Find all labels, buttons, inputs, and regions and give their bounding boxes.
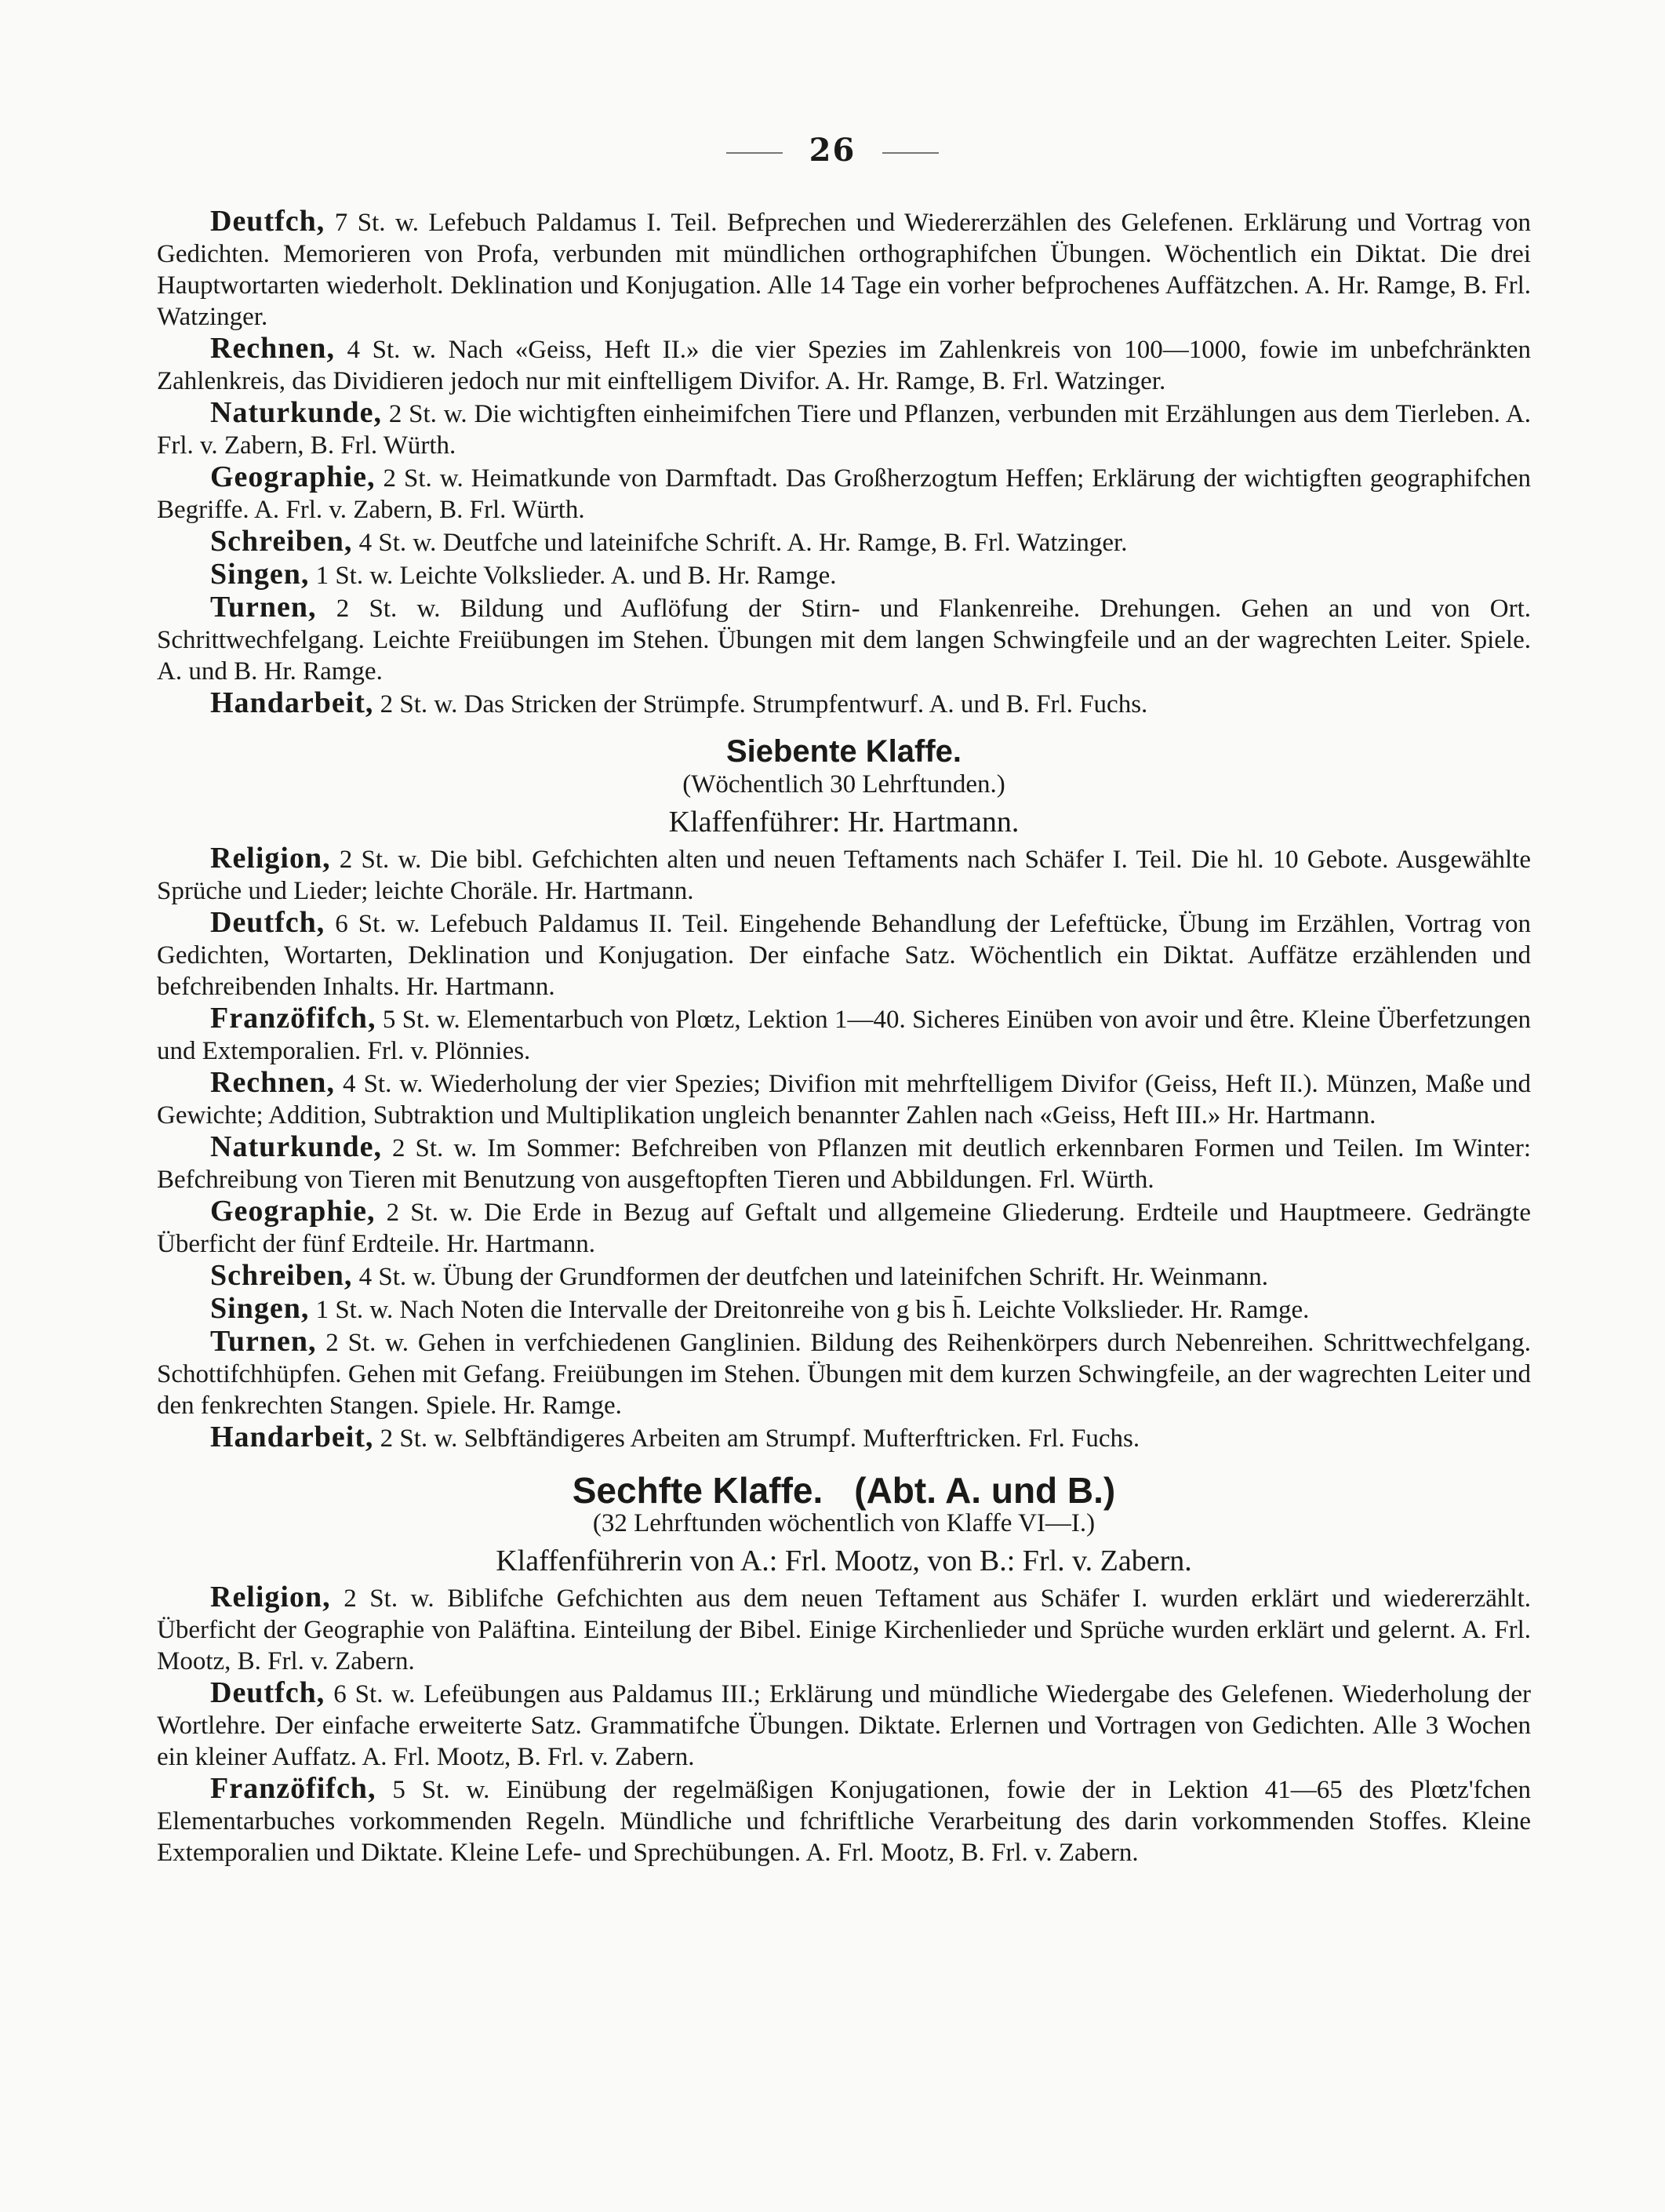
entry-deutsch: Deutfch, 7 St. w. Lefebuch Paldamus I. Teil. Befprechen und Wiedererzählen des Gelefenen. Erklärung und Vortrag von Gedichten. Memorieren von Profa, verbunden mit mündlichen orthographifchen Übungen. Wöchentlich ein Diktat. Die drei Hauptwortarten wiederholt. Deklination und Konjugation. Alle 14 Tage ein vorher befprochenes Auffätzchen. A. Hr. Ramge, B. Frl. Watzinger.: [157, 205, 1531, 331]
entry-religion: Religion, 2 St. w. Die bibl. Gefchichten alten und neuen Teftaments nach Schäfer I. Teil. Die hl. 10 Gebote. Ausgewählte Sprüche und Lieder; leichte Choräle. Hr. Hartmann.: [157, 842, 1531, 905]
entry-schreiben: Schreiben, 4 St. w. Deutfche und lateinifche Schrift. A. Hr. Ramge, B. Frl. Watzinger.: [210, 525, 1128, 558]
entry-geographie: Geographie, 2 St. w. Heimatkunde von Darmftadt. Das Großherzogtum Heffen; Erklärung der wichtigften geographifchen Begriffe. A. Frl. v. Zabern, B. Frl. Würth.: [157, 460, 1531, 524]
section-heading: Sechfte Klaffe. (Abt. A. und B.): [572, 1470, 1116, 1511]
entry-naturkunde: Naturkunde, 2 St. w. Die wichtigften einheimifchen Tiere und Pflanzen, verbunden mit Erzählungen aus dem Tierleben. A. Frl. v. Zabern, B. Frl. Würth.: [157, 396, 1531, 460]
section-subtitle: (32 Lehrftunden wöchentlich von Klaffe VI—I.): [592, 1509, 1096, 1537]
page-body: [157, 206, 1531, 1868]
class6-section: [157, 1470, 1531, 1868]
entry-naturkunde: Naturkunde, 2 St. w. Im Sommer: Befchreiben von Pflanzen mit deutlich erkennbaren Formen und Teilen. Im Winter: Befchreibung von Tieren mit Benutzung von ausgeftopften Tieren und Abbildungen. Frl. Würth.: [157, 1130, 1531, 1194]
entry-schreiben: Schreiben, 4 St. w. Übung der Grundformen der deutfchen und lateinifchen Schrift. Hr. Weinmann.: [210, 1259, 1269, 1292]
divider: [726, 152, 783, 154]
class7-section: [157, 736, 1531, 1454]
class-teacher: Klaffenführer: Hr. Hartmann.: [668, 806, 1020, 839]
entry-franzoesisch: Franzöfifch, 5 St. w. Einübung der regelmäßigen Konjugationen, fowie der in Lektion 41—65 des Plœtz'fchen Elementarbuches vorkommenden Regeln. Mündliche und fchriftliche Verarbeitung des darin vorkommenden Stoffes. Kleine Extemporalien und Diktate. Kleine Lefe- und Sprechübungen. A. Frl. Mootz, B. Frl. v. Zabern.: [157, 1772, 1531, 1867]
entry-franzoesisch: Franzöfifch, 5 St. w. Elementarbuch von Plœtz, Lektion 1—40. Sicheres Einüben von avoir und être. Kleine Überfetzungen und Extemporalien. Frl. v. Plönnies.: [157, 1002, 1531, 1065]
entry-rechnen: Rechnen, 4 St. w. Nach «Geiss, Heft II.» die vier Spezies im Zahlenkreis von 100—1000, fowie im unbefchränkten Zahlenkreis, das Dividieren jedoch nur mit einftelligem Divifor. A. Hr. Ramge, B. Frl. Watzinger.: [157, 332, 1531, 395]
section-heading: Siebente Klaffe.: [725, 734, 962, 769]
class8-section: [157, 206, 1531, 720]
entry-singen: Singen, 1 St. w. Nach Noten die Intervalle der Dreitonreihe von g bis h̄. Leichte Volkslieder. Hr. Ramge.: [210, 1292, 1310, 1325]
class-teacher: Klaffenführerin von A.: Frl. Mootz, von B.: Frl. v. Zabern.: [496, 1544, 1192, 1577]
entry-turnen: Turnen, 2 St. w. Bildung und Auflöfung der Stirn- und Flankenreihe. Drehungen. Gehen an und von Ort. Schrittwechfelgang. Leichte Freiübungen im Stehen. Übungen mit dem langen Schwingfeile und an der wagrechten Leiter. Spiele. A. und B. Hr. Ramge.: [157, 591, 1531, 686]
entry-turnen: Turnen, 2 St. w. Gehen in verfchiedenen Ganglinien. Bildung des Reihenkörpers durch Nebenreihen. Schrittwechfelgang. Schottifchhüpfen. Gehen mit Gefang. Freiübungen im Stehen. Übungen mit dem kurzen Schwingfeile, an der wagrechten Leiter und den fenkrechten Stangen. Spiele. Hr. Ramge.: [157, 1325, 1531, 1420]
entry-rechnen: Rechnen, 4 St. w. Wiederholung der vier Spezies; Divifion mit mehrftelligem Divifor (Geiss, Heft II.). Münzen, Maße und Gewichte; Addition, Subtraktion und Multiplikation ungleich benannter Zahlen nach «Geiss, Heft III.» Hr. Hartmann.: [157, 1066, 1531, 1130]
entry-deutsch: Deutfch, 6 St. w. Lefebuch Paldamus II. Teil. Eingehende Behandlung der Lefeftücke, Übung im Erzählen, Vortrag von Gedichten, Wortarten, Deklination und Konjugation. Der einfache Satz. Wöchentlich ein Diktat. Auffätze erzählenden und befchreibenden Inhalts. Hr. Hartmann.: [157, 906, 1531, 1001]
entry-handarbeit: Handarbeit, 2 St. w. Das Stricken der Strümpfe. Strumpfentwurf. A. und B. Frl. Fuchs.: [210, 686, 1148, 719]
page-number: 26: [0, 132, 1665, 169]
entry-religion: Religion, 2 St. w. Biblifche Gefchichten aus dem neuen Teftament aus Schäfer I. wurden erklärt und wiedererzählt. Überficht der Geographie von Paläftina. Einteilung der Bibel. Einige Kirchenlieder und Sprüche wurden erklärt und gelernt. A. Frl. Mootz, B. Frl. v. Zabern.: [157, 1581, 1531, 1675]
divider: [882, 152, 939, 154]
entry-geographie: Geographie, 2 St. w. Die Erde in Bezug auf Geftalt und allgemeine Gliederung. Erdteile und Hauptmeere. Gedrängte Überficht der fünf Erdteile. Hr. Hartmann.: [157, 1195, 1531, 1258]
section-subtitle: (Wöchentlich 30 Lehrftunden.): [682, 770, 1005, 799]
entry-singen: Singen, 1 St. w. Leichte Volkslieder. A. und B. Hr. Ramge.: [210, 558, 837, 591]
entry-deutsch: Deutfch, 6 St. w. Lefeübungen aus Paldamus III.; Erklärung und mündliche Wiedergabe des Gelefenen. Wiederholung der Wortlehre. Der einfache erweiterte Satz. Grammatifche Übungen. Diktate. Erlernen und Vortragen von Gedichten. Alle 3 Wochen ein kleiner Auffatz. A. Frl. Mootz, B. Frl. v. Zabern.: [157, 1676, 1531, 1771]
entry-handarbeit: Handarbeit, 2 St. w. Selbftändigeres Arbeiten am Strumpf. Mufterftricken. Frl. Fuchs.: [210, 1421, 1140, 1453]
